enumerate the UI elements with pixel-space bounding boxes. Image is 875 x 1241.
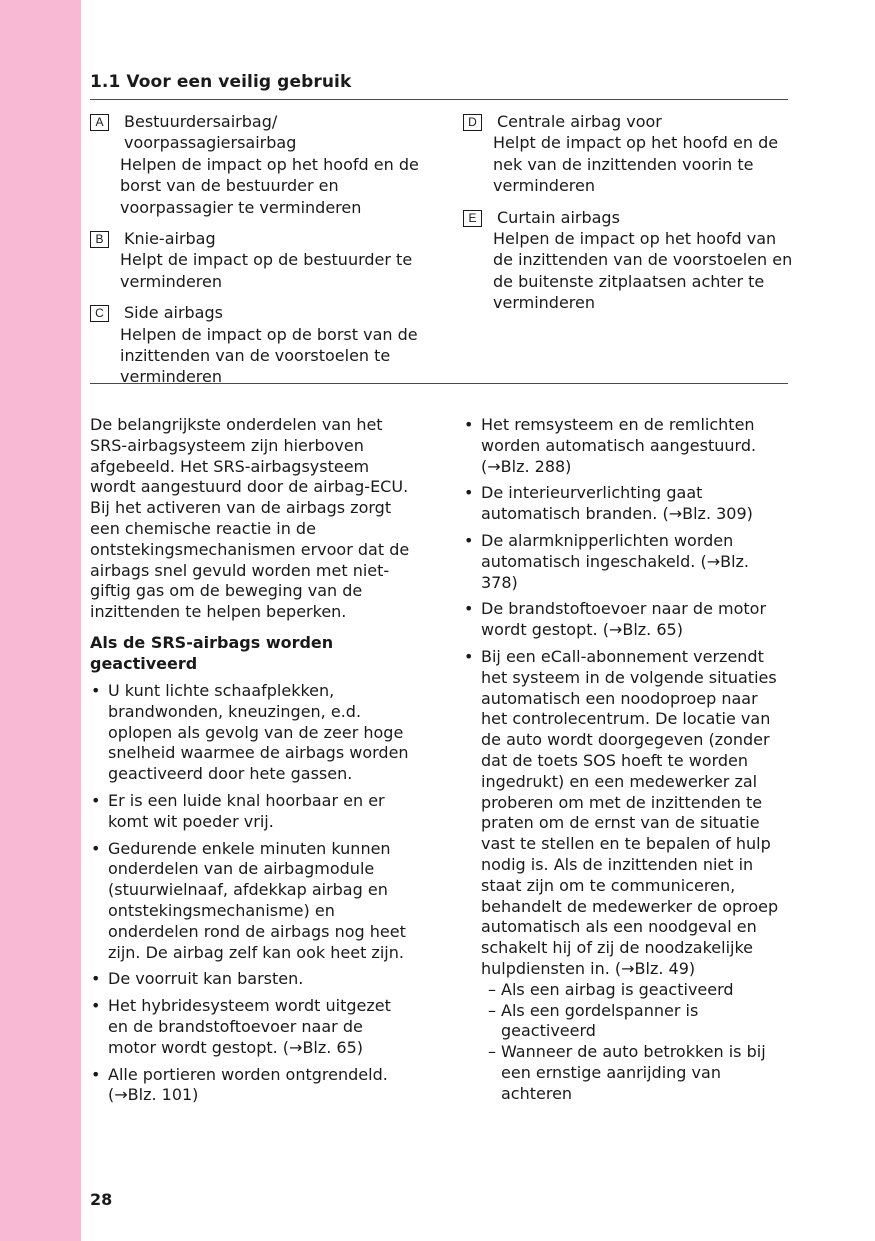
subheading: Als de SRS-airbags worden geactiveerd xyxy=(90,632,334,673)
legend-left-column xyxy=(90,111,420,398)
legend-key-a: A xyxy=(90,114,109,131)
body-left-column xyxy=(90,415,415,1112)
legend-item-a xyxy=(90,111,420,218)
legend-name: Curtain airbags xyxy=(497,207,620,227)
title-rule xyxy=(90,99,788,100)
legend-item-c xyxy=(90,302,420,388)
dash-item: – Als een airbag is geactiveerd xyxy=(481,980,788,1001)
section-title: 1.1 Voor een veilig gebruik xyxy=(90,72,352,92)
list-item: • U kunt lichte schaafplekken, brandwonden, kneuzingen, e.d. oplopen als gevolg van de zeer hoge snelheid waarmee de airbags worden geactiveerd door hete gassen. xyxy=(90,681,415,785)
pink-margin-strip xyxy=(0,0,81,1241)
legend-desc: Helpt de impact op de bestuurder te verminderen xyxy=(120,250,413,291)
legend-desc: Helpen de impact op het hoofd en de borst van de bestuurder en voorpassagier te verminderen xyxy=(120,154,419,217)
legend-name: Centrale airbag voor xyxy=(497,112,662,131)
legend-key-c: C xyxy=(90,305,109,322)
ecall-text: Bij een eCall-abonnement verzendt het systeem in de volgende situaties automatisch een noodoproep naar het controlecentrum. De locatie van de auto wordt doorgegeven (zonder dat de toets SOS hoeft te worden ingedrukt) en een medewerker zal proberen om met de inzittenden te praten om de ernst van de situatie vast te stellen en te bepalen of hulp nodig is. Als de inzittenden niet in staat zijn om te communiceren, behandelt de medewerker de oproep automatisch als een noodgeval en schakelt hij of zij de noodzakelijke hulpdiensten in. (→Blz. 49) xyxy=(481,646,779,978)
list-item-ecall xyxy=(463,647,788,1105)
dash-item: – Als een gordelspanner is geactiveerd xyxy=(481,1001,788,1043)
bullet-list xyxy=(90,681,415,1106)
legend-name: Knie-airbag xyxy=(124,229,216,249)
list-item: • Het hybridesysteem wordt uitgezet en de brandstoftoevoer naar de motor wordt gestopt. (→Blz. 65) xyxy=(90,996,415,1058)
list-item: • De interieurverlichting gaat automatisch branden. (→Blz. 309) xyxy=(463,483,788,525)
list-item: • De alarmknipperlichten worden automatisch ingeschakeld. (→Blz. 378) xyxy=(463,531,788,593)
legend-item-b xyxy=(90,228,420,292)
legend-key-e: E xyxy=(463,210,482,227)
legend-rule xyxy=(90,383,788,384)
intro-paragraph: De belangrijkste onderdelen van het SRS-airbagsysteem zijn hierboven afgebeeld. Het SRS-airbagsysteem wordt aangestuurd door de airbag-ECU. Bij het activeren van de airbags zorgt een chemische reactie in de ontstekingsmechanismen ervoor dat de airbags snel gevuld worden met niet-giftig gas om de beweging van de inzittenden te helpen beperken. xyxy=(90,415,410,622)
legend-right-column xyxy=(463,111,793,324)
list-item: • De voorruit kan barsten. xyxy=(90,969,415,990)
legend-name: Side airbags xyxy=(124,303,223,323)
legend-desc: Helpt de impact op het hoofd en de nek van de inzittenden voorin te verminderen xyxy=(493,133,779,196)
list-item: • Er is een luide knal hoorbaar en er komt wit poeder vrij. xyxy=(90,791,415,833)
body-right-column xyxy=(463,415,788,1111)
list-item: • Alle portieren worden ontgrendeld. (→Blz. 101) xyxy=(90,1065,415,1107)
legend-item-d xyxy=(463,111,793,197)
bullet-list xyxy=(463,415,788,1105)
legend-key-b: B xyxy=(90,231,109,248)
list-item: • Gedurende enkele minuten kunnen onderdelen van de airbagmodule (stuurwielnaaf, afdekkap airbag en ontstekingsmechanisme) en onderdelen rond de airbags nog heet zijn. De airbag zelf kan ook heet zijn. xyxy=(90,839,415,964)
list-item: • De brandstoftoevoer naar de motor wordt gestopt. (→Blz. 65) xyxy=(463,599,788,641)
dash-item: – Wanneer de auto betrokken is bij een ernstige aanrijding van achteren xyxy=(481,1042,788,1104)
legend-desc: Helpen de impact op de borst van de inzittenden van de voorstoelen te verminderen xyxy=(120,324,418,387)
dash-list xyxy=(481,980,788,1105)
legend-key-d: D xyxy=(463,114,482,131)
legend-item-e xyxy=(463,207,793,314)
page-number: 28 xyxy=(90,1190,113,1209)
list-item: • Het remsysteem en de remlichten worden automatisch aangestuurd. (→Blz. 288) xyxy=(463,415,788,477)
legend-name: Bestuurdersairbag/ voorpassagiersairbag xyxy=(124,112,297,153)
legend-desc: Helpen de impact op het hoofd van de inzittenden van de voorstoelen en de buitenste zitplaatsen achter te verminderen xyxy=(493,229,793,313)
